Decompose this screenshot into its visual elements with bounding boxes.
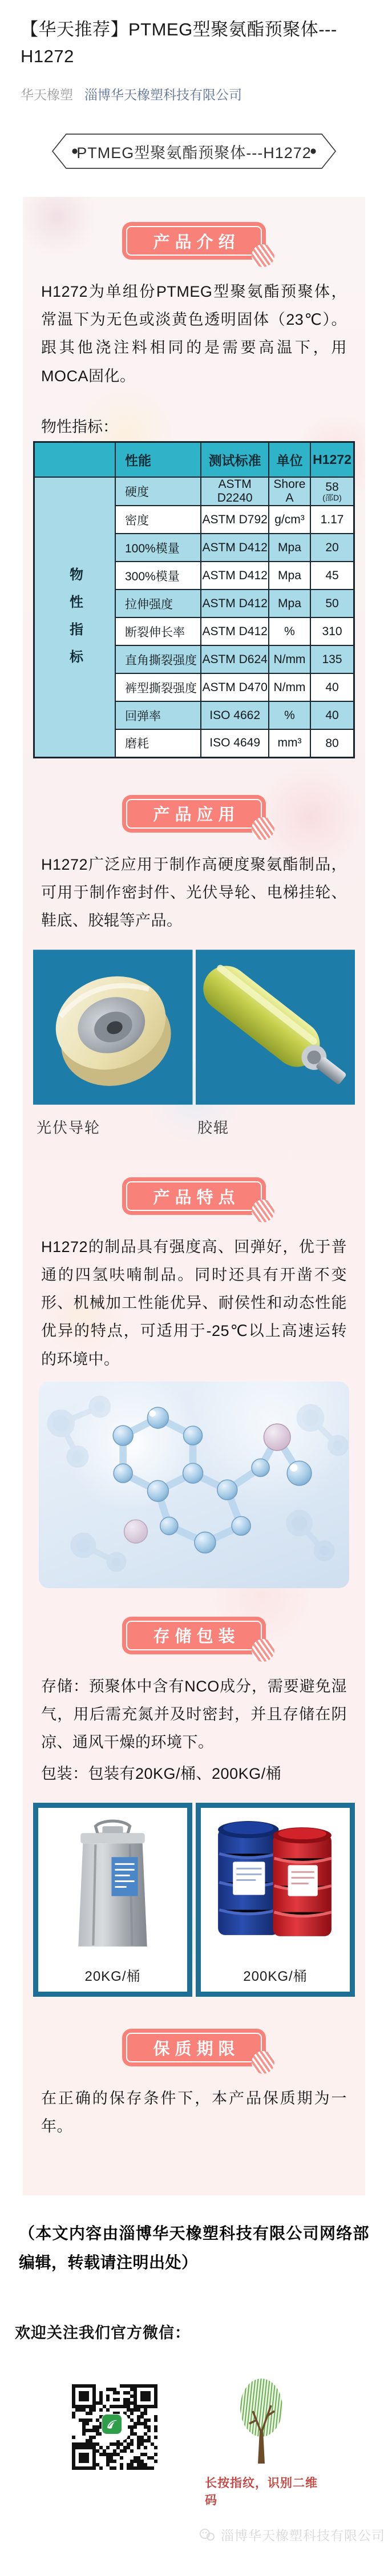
pail-image — [38, 1808, 187, 1965]
cell-value: 1.17 — [310, 506, 354, 534]
storage-paragraph: 存储：预聚体中含有NCO成分，需要避免湿气，用后需充氮并及时密封，并且存储在阴凉、通风干燥的环境下。 — [41, 1677, 347, 1751]
photo-rubber-roller — [196, 950, 355, 1105]
banner-title: PTMEG型聚氨酯预聚体---H1272 — [76, 144, 312, 161]
cell-standard: ASTM D470 — [201, 673, 268, 701]
cell-unit: Mpa — [269, 534, 310, 562]
cell-standard: ASTM D792 — [201, 506, 268, 534]
company-logo-icon — [102, 2414, 128, 2440]
cell-unit: mm³ — [269, 729, 310, 757]
striped-circle-decoration — [252, 2051, 274, 2074]
shelf-badge-label: 保质期限 — [153, 2040, 240, 2058]
page-title: 【华天推荐】PTMEG型聚氨酯预聚体---H1272 — [21, 19, 337, 67]
cell-property: 回弹率 — [115, 701, 201, 729]
section-intro-header — [33, 222, 355, 260]
spec-table-label: 物性指标： — [41, 418, 118, 435]
caption-drums-200kg: 200KG/桶 — [243, 1969, 308, 1985]
cell-value: 58 (邵D) — [310, 477, 354, 506]
cell-unit: g/cm³ — [269, 506, 310, 534]
intro-paragraph: H1272为单组份PTMEG型聚氨酯预聚体，常温下为无色或淡黄色透明固体（23℃）。跟其他浇注料相同的是需要高温下，用MOCA固化。 — [41, 283, 347, 385]
wechat-follow-prompt: 欢迎关注我们官方微信： — [15, 2324, 191, 2342]
cell-value: 50 — [310, 590, 354, 617]
application-badge — [122, 795, 266, 833]
cell-value: 20 — [310, 534, 354, 562]
cell-unit: % — [269, 617, 310, 645]
cell-value: 135 — [310, 645, 354, 673]
qr-scan-tip: 长按指纹，识别二维码 — [205, 2477, 318, 2508]
section-storage-header — [33, 1617, 355, 1654]
packaging-photos — [33, 1803, 355, 1997]
intro-badge — [122, 222, 266, 260]
col-header-unit: 单位 — [269, 442, 310, 477]
cell-standard: ASTM D2240 — [201, 477, 268, 506]
spec-side-label-cell — [34, 477, 116, 757]
storage-badge — [122, 1617, 266, 1654]
application-captions — [33, 1116, 355, 1137]
cell-unit: Shore A — [269, 477, 310, 506]
col-header-property: 性能 — [115, 442, 201, 477]
striped-circle-decoration — [252, 817, 274, 840]
caption-guide-wheel: 光伏导轮 — [37, 1119, 101, 1137]
cell-property: 100%模量 — [115, 534, 201, 562]
cell-unit: Mpa — [269, 562, 310, 590]
photo-pail-20kg — [33, 1803, 192, 1997]
application-badge-label: 产品应用 — [153, 806, 240, 825]
section-features-header — [33, 1177, 355, 1215]
cell-standard: ISO 4649 — [201, 729, 268, 757]
guide-wheel-image — [33, 950, 193, 1105]
cell-standard: ASTM D412 — [201, 534, 268, 562]
cell-unit: % — [269, 701, 310, 729]
company-watermark — [199, 2525, 388, 2544]
content-card — [23, 197, 365, 2195]
cell-standard: ASTM D624 — [201, 645, 268, 673]
striped-circle-decoration — [252, 244, 274, 267]
cell-value: 45 — [310, 562, 354, 590]
section-shelf-header — [33, 2029, 355, 2066]
cell-property: 直角撕裂强度 — [115, 645, 201, 673]
caption-rubber-roller: 胶辊 — [197, 1119, 230, 1137]
qr-code — [66, 2378, 164, 2476]
cell-unit: Mpa — [269, 590, 310, 617]
cell-standard: ASTM D412 — [201, 590, 268, 617]
table-row — [34, 477, 354, 506]
shelf-paragraph: 在正确的保存条件下，本产品保质期为一年。 — [41, 2090, 347, 2135]
cell-standard: ASTM D412 — [201, 562, 268, 590]
shelf-badge — [122, 2029, 266, 2066]
fingerprint-tree-block — [205, 2378, 319, 2508]
byline — [21, 84, 367, 103]
features-badge-label: 产品特点 — [153, 1188, 240, 1207]
wechat-doodle-icon — [199, 2527, 216, 2542]
drums-image — [201, 1808, 350, 1965]
cell-value: 40 — [310, 673, 354, 701]
application-photos — [33, 950, 355, 1105]
photo-drums-200kg — [196, 1803, 355, 1997]
editorial-notice: （本文内容由淄博华天橡塑科技有限公司网络部编辑，转载请注明出处） — [19, 2224, 369, 2271]
fingerprint-tree-icon — [237, 2378, 287, 2465]
rubber-roller-image — [196, 950, 355, 1105]
cell-standard: ASTM D412 — [201, 617, 268, 645]
cell-standard: ISO 4662 — [201, 701, 268, 729]
banner-ribbon — [51, 133, 337, 169]
cell-value: 310 — [310, 617, 354, 645]
blue-drum — [218, 1821, 278, 1935]
features-badge — [122, 1177, 266, 1215]
application-paragraph: H1272广泛应用于制作高硬度聚氨酯制品，可用于制作密封件、光伏导轮、电梯挂轮、鞋底、胶辊等产品。 — [41, 855, 347, 929]
packaging-paragraph: 包装：包装有20KG/桶、200KG/桶 — [41, 1765, 282, 1783]
storage-badge-label: 存储包装 — [153, 1628, 240, 1646]
caption-pail-20kg: 20KG/桶 — [84, 1969, 141, 1985]
cell-value: 80 — [310, 729, 354, 757]
spec-corner-cell — [34, 442, 116, 477]
features-paragraph: H1272的制品具有强度高、回弹好，优于普通的四氢呋喃制品。同时还具有开凿不变形、机械加工性能优异、耐侯性和动态性能优异的特点，可适用于-25℃以上高速运转的环境中。 — [41, 1238, 347, 1368]
striped-circle-decoration — [252, 1639, 274, 1662]
cell-unit: N/mm — [269, 645, 310, 673]
spec-side-label: 物性指标 — [67, 567, 83, 677]
author-name: 华天橡塑 — [21, 87, 73, 103]
section-application-header — [33, 795, 355, 833]
molecule-graphic — [39, 1382, 349, 1588]
cell-property: 断裂伸长率 — [115, 617, 201, 645]
bottom-spacer — [0, 2544, 388, 2576]
cell-property: 拉伸强度 — [115, 590, 201, 617]
cell-unit: N/mm — [269, 673, 310, 701]
cell-value: 40 — [310, 701, 354, 729]
spec-table — [33, 441, 355, 758]
cell-property: 裤型撕裂强度 — [115, 673, 201, 701]
striped-circle-decoration — [252, 1200, 274, 1222]
molecule-structure-image — [39, 1382, 349, 1588]
photo-guide-wheel — [33, 950, 193, 1105]
spec-header-row — [34, 442, 354, 477]
wechat-footer-block — [66, 2378, 388, 2508]
cell-property: 密度 — [115, 506, 201, 534]
col-header-grade: H1272 — [310, 442, 354, 477]
intro-badge-label: 产品介绍 — [153, 233, 240, 252]
watermark-text: 淄博华天橡塑科技有限公司 — [221, 2528, 385, 2543]
red-drum — [273, 1827, 331, 1936]
cell-property: 300%模量 — [115, 562, 201, 590]
col-header-standard: 测试标准 — [201, 442, 268, 477]
cell-property: 硬度 — [115, 477, 201, 506]
cell-property: 磨耗 — [115, 729, 201, 757]
account-link[interactable]: 淄博华天橡塑科技有限公司 — [84, 87, 242, 103]
